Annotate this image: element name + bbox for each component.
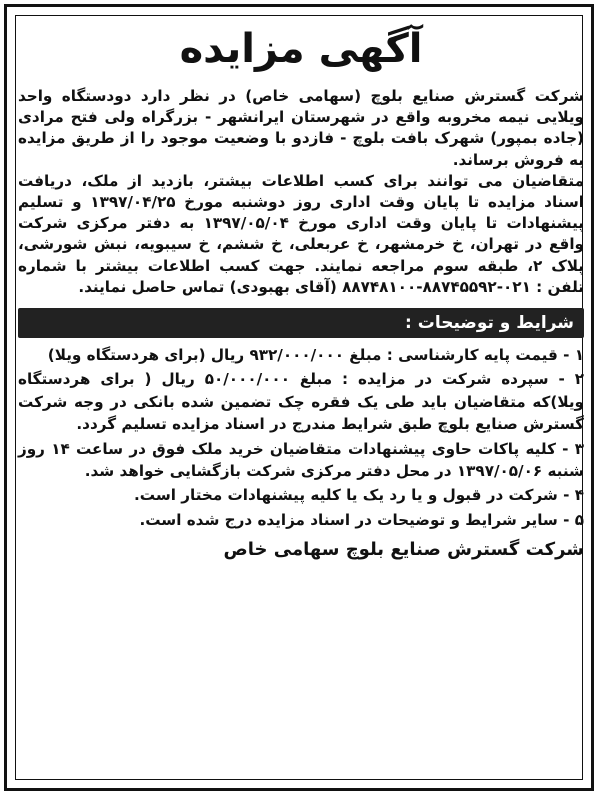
intro-paragraph-1-text: (سهامی خاص) در نظر دارد دودستگاه واحد ویلایی نیمه مخروبه واقع در شهرستان ایرانشهر - بزرگراه ولی فتح مرادی (جاده بمپور) شهرک بافت بلوچ - فازدو با وضعیت موجود را از طریق مزایده به فروش برساند. [18, 87, 584, 169]
company-name: شرکت گسترش صنایع بلوچ [370, 87, 584, 105]
conditions-list [18, 344, 584, 531]
condition-item: ۵ - سایر شرایط و توضیحات در اسناد مزایده درج شده است. [139, 510, 584, 529]
conditions-header: شرایط و توضیحات : [18, 308, 584, 338]
intro-paragraph-2: متقاضیان می توانند برای کسب اطلاعات بیشتر، بازدید از ملک، دریافت اسناد مزایده تا پایان وقت اداری روز دوشنبه مورخ ۱۳۹۷/۰۴/۲۵ و تسلیم پیشنهادات تا پایان وقت اداری مورخ ۱۳۹۷/۰۵/۰۴ به دفتر مرکزی شرکت واقع در تهران، خ خرمشهر، خ عربعلی، خ ششم، خ سیبویه، نبش شورشی، پلاک ۲، طبقه سوم مراجعه نمایند. جهت کسب اطلاعات بیشتر با شماره تلفن : ۰۲۱-۸۸۷۴۵۵۹۲-۸۸۷۴۸۱۰۰ (آقای بهبودی) تماس حاصل نمایند. [18, 171, 584, 296]
intro-paragraph-1 [18, 86, 584, 171]
condition-item: ۳ - کلیه پاکات حاوی پیشنهادات متقاضیان خرید ملک فوق در ساعت ۱۴ روز شنبه ۱۳۹۷/۰۵/۰۶ در محل دفتر مرکزی شرکت بازگشایی خواهد شد. [18, 439, 584, 481]
intro-section [18, 86, 584, 298]
condition-item: ۱ - قیمت پایه کارشناسی : مبلغ ۹۳۲/۰۰۰/۰۰۰ ریال (برای هردستگاه ویلا) [47, 346, 584, 365]
notice-title: آگهی مزایده [179, 26, 423, 72]
signature: شرکت گسترش صنایع بلوچ سهامی خاص [223, 539, 584, 561]
auction-notice [18, 16, 584, 786]
condition-item: ۴ - شرکت در قبول و یا رد یک یا کلیه پیشنهادات مختار است. [133, 486, 584, 505]
condition-item: ۲ - سپرده شرکت در مزایده : مبلغ ۵۰/۰۰۰/۰۰۰ ریال ( برای هردستگاه ویلا)که متقاضیان باید طی یک فقره چک تضمین شده بانکی در وجه شرکت گسترش صنایع بلوچ طبق شرایط مندرج در اسناد مزایده تسلیم گردد. [18, 370, 584, 434]
